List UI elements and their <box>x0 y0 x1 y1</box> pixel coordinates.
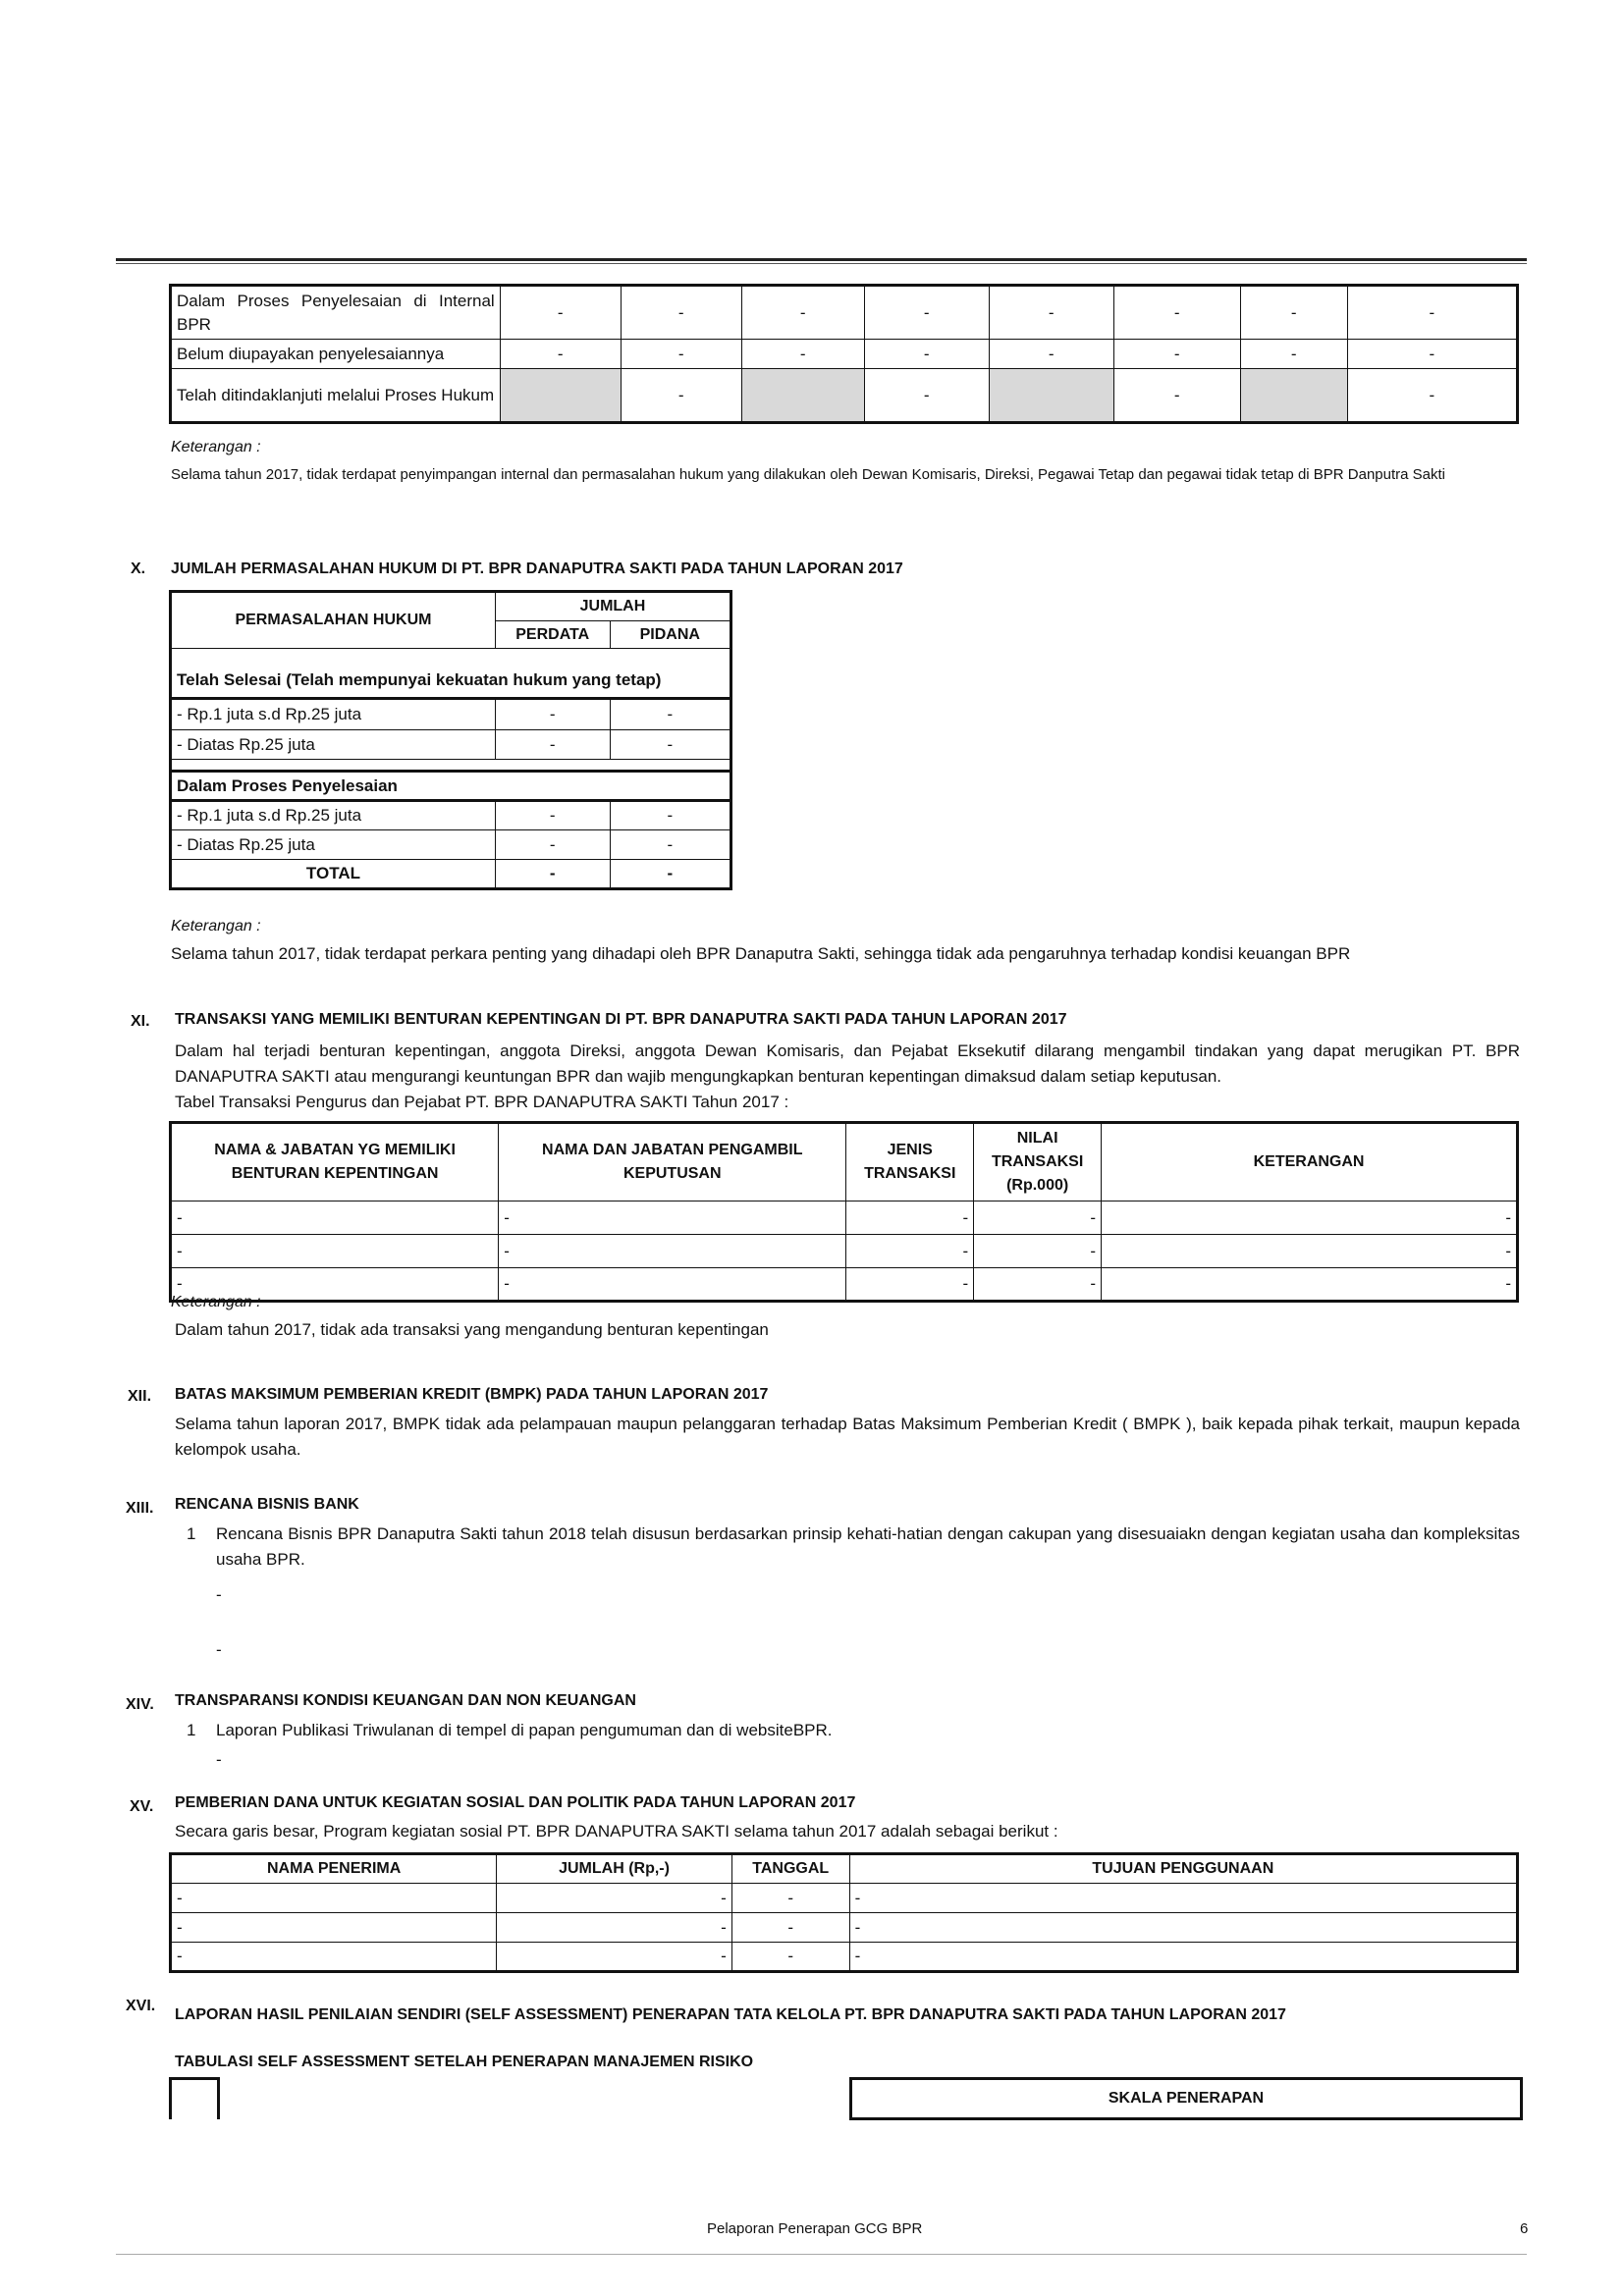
table-row <box>171 286 1518 340</box>
group-label: Dalam Proses Penyelesaian <box>171 772 731 801</box>
cell: - <box>864 286 989 340</box>
cell: - <box>1102 1235 1518 1268</box>
column-header: TUJUAN PENGGUNAAN <box>849 1854 1517 1884</box>
table-row <box>171 340 1518 369</box>
cell: - <box>974 1268 1102 1302</box>
cell: - <box>610 860 730 889</box>
section-title: LAPORAN HASIL PENILAIAN SENDIRI (SELF ASSESSMENT) PENERAPAN TATA KELOLA PT. BPR DANAPUTRA SAKTI PADA TAHUN LAPORAN 2017 <box>175 2006 1286 2023</box>
cell: - <box>974 1235 1102 1268</box>
table-row <box>171 369 1518 423</box>
scale-header-cell <box>849 2077 1523 2120</box>
cell: - <box>849 1943 1517 1972</box>
shaded-cell <box>741 369 864 423</box>
cell: - <box>1113 286 1240 340</box>
conflict-transactions-table <box>169 1121 1519 1303</box>
dash-placeholder: - <box>216 1585 222 1604</box>
cell: - <box>846 1235 974 1268</box>
section-paragraph: Selama tahun laporan 2017, BMPK tidak ada pelampauan maupun pelanggaran terhadap Batas Maksimum Pemberian Kredit ( BMPK ), baik kepada pihak terkait, maupun kepada kelompok usaha. <box>175 1415 1520 1459</box>
spacer-cell <box>171 760 731 772</box>
cell: - <box>497 1943 732 1972</box>
section-title: TRANSPARANSI KONDISI KEUANGAN DAN NON KEUANGAN <box>175 1692 636 1709</box>
footer-rule <box>116 2254 1527 2255</box>
column-header: JENIS TRANSAKSI <box>846 1123 974 1201</box>
dash-placeholder: - <box>216 1750 222 1769</box>
column-header: NAMA & JABATAN YG MEMILIKI BENTURAN KEPENTINGAN <box>171 1123 499 1201</box>
section-number: XIV. <box>126 1696 154 1713</box>
cell: - <box>499 1235 846 1268</box>
cell: - <box>171 1268 499 1302</box>
shaded-cell <box>500 369 621 423</box>
cell: - <box>1102 1268 1518 1302</box>
section-paragraph: Dalam hal terjadi benturan kepentingan, anggota Direksi, anggota Dewan Komisaris, dan Pejabat Eksekutif dilarang mengambil tindakan yang dapat merugikan PT. BPR DANAPUTRA SAKTI atau mengurangi keuntungan BPR dan wajib mengungkapkan benturan kepentingan dimaksud dalam setiap keputusan. <box>175 1041 1520 1086</box>
section-title: BATAS MAKSIMUM PEMBERIAN KREDIT (BMPK) PADA TAHUN LAPORAN 2017 <box>175 1386 769 1403</box>
cell: - <box>171 1884 497 1913</box>
note-text: Selama tahun 2017, tidak terdapat penyimpangan internal dan permasalahan hukum yang dilakukan oleh Dewan Komisaris, Direksi, Pegawai Tetap dan pegawai tidak tetap di BPR Danputra Sakti <box>171 466 1446 483</box>
column-header: JUMLAH <box>495 592 730 621</box>
cell: - <box>621 340 741 369</box>
cell: - <box>497 1913 732 1943</box>
cell: - <box>495 860 610 889</box>
legal-issues-table <box>169 590 732 890</box>
column-header: NILAI TRANSAKSI (Rp.000) <box>974 1123 1102 1201</box>
column-header: PERMASALAHAN HUKUM <box>171 592 496 649</box>
note-label: Keterangan : <box>171 439 261 455</box>
list-item-text: Laporan Publikasi Triwulanan di tempel di papan pengumuman dan di websiteBPR. <box>216 1721 833 1739</box>
cell: - <box>497 1884 732 1913</box>
cell: - <box>849 1884 1517 1913</box>
total-label: TOTAL <box>171 860 496 889</box>
cell: - <box>500 340 621 369</box>
note-label: Keterangan : <box>171 1294 261 1310</box>
list-item-text: Rencana Bisnis BPR Danaputra Sakti tahun 2018 telah disusun berdasarkan prinsip kehati-hatian dengan cakupan yang disesuaiakn dengan kegiatan usaha dan kompleksitas usaha BPR. <box>216 1524 1520 1569</box>
page-number: 6 <box>1520 2220 1529 2237</box>
dash-placeholder: - <box>216 1640 222 1659</box>
cell: - <box>1347 286 1517 340</box>
spacer-cell <box>171 649 731 664</box>
section-number: XII. <box>128 1388 152 1405</box>
row-label: Dalam Proses Penyelesaian di Internal BPR <box>171 286 501 340</box>
table-caption: Tabel Transaksi Pengurus dan Pejabat PT. BPR DANAPUTRA SAKTI Tahun 2017 : <box>175 1093 789 1111</box>
cell: - <box>610 830 730 860</box>
cell: - <box>989 340 1113 369</box>
cell: - <box>1240 286 1347 340</box>
row-label: - Diatas Rp.25 juta <box>171 830 496 860</box>
footer-title: Pelaporan Penerapan GCG BPR <box>707 2220 923 2237</box>
row-label: - Rp.1 juta s.d Rp.25 juta <box>171 801 496 830</box>
column-header: NAMA DAN JABATAN PENGAMBIL KEPUTUSAN <box>499 1123 846 1201</box>
cell: - <box>171 1235 499 1268</box>
scale-header: SKALA PENERAPAN <box>1108 2090 1265 2107</box>
section-number: X. <box>131 561 146 577</box>
note-label: Keterangan : <box>171 918 261 934</box>
cell: - <box>610 801 730 830</box>
social-funding-table <box>169 1852 1519 1973</box>
section-subtitle: TABULASI SELF ASSESSMENT SETELAH PENERAPAN MANAJEMEN RISIKO <box>175 2054 754 2070</box>
cell: - <box>864 340 989 369</box>
cell: - <box>731 1884 849 1913</box>
cell: - <box>1113 369 1240 423</box>
section-title: TRANSAKSI YANG MEMILIKI BENTURAN KEPENTINGAN DI PT. BPR DANAPUTRA SAKTI PADA TAHUN LAPORAN 2017 <box>175 1011 1067 1028</box>
section-title: RENCANA BISNIS BANK <box>175 1496 359 1513</box>
cell: - <box>1102 1201 1518 1235</box>
section-number: XI. <box>131 1013 150 1030</box>
cell: - <box>731 1913 849 1943</box>
list-number: 1 <box>187 1524 196 1543</box>
cell: - <box>741 286 864 340</box>
table-row <box>171 830 731 860</box>
cell: - <box>846 1201 974 1235</box>
table-row <box>171 699 731 730</box>
note-text: Dalam tahun 2017, tidak ada transaksi yang mengandung benturan kepentingan <box>175 1320 769 1339</box>
top-rule <box>116 258 1527 264</box>
table-row <box>171 1943 1518 1972</box>
table-row <box>171 801 731 830</box>
section-paragraph: Secara garis besar, Program kegiatan sosial PT. BPR DANAPUTRA SAKTI selama tahun 2017 adalah sebagai berikut : <box>175 1822 1058 1841</box>
cell: - <box>731 1943 849 1972</box>
cell: - <box>1113 340 1240 369</box>
column-header: PERDATA <box>495 621 610 649</box>
cell: - <box>864 369 989 423</box>
cell: - <box>621 286 741 340</box>
cell: - <box>846 1268 974 1302</box>
table-row <box>171 1913 1518 1943</box>
cell: - <box>171 1913 497 1943</box>
row-label: Telah ditindaklanjuti melalui Proses Hukum <box>171 369 501 423</box>
section-number: XIII. <box>126 1500 154 1517</box>
table-row <box>171 1268 1518 1302</box>
cell: - <box>495 801 610 830</box>
table-row <box>171 1235 1518 1268</box>
cell: - <box>500 286 621 340</box>
cell: - <box>1347 369 1517 423</box>
cell: - <box>989 286 1113 340</box>
cell: - <box>741 340 864 369</box>
section-number: XV. <box>130 1798 154 1815</box>
table-row <box>171 730 731 760</box>
row-label: Belum diupayakan penyelesaiannya <box>171 340 501 369</box>
empty-header-cell <box>169 2077 220 2119</box>
column-header: JUMLAH (Rp,-) <box>497 1854 732 1884</box>
cell: - <box>974 1201 1102 1235</box>
cell: - <box>610 730 730 760</box>
group-label: Telah Selesai (Telah mempunyai kekuatan hukum yang tetap) <box>171 664 731 699</box>
row-label: - Rp.1 juta s.d Rp.25 juta <box>171 699 496 730</box>
cell: - <box>495 830 610 860</box>
list-number: 1 <box>187 1721 196 1739</box>
cell: - <box>610 699 730 730</box>
column-header: PIDANA <box>610 621 730 649</box>
shaded-cell <box>1240 369 1347 423</box>
table-row <box>171 1201 1518 1235</box>
cell: - <box>495 730 610 760</box>
cell: - <box>1240 340 1347 369</box>
total-row <box>171 860 731 889</box>
cell: - <box>1347 340 1517 369</box>
section-title: PEMBERIAN DANA UNTUK KEGIATAN SOSIAL DAN POLITIK PADA TAHUN LAPORAN 2017 <box>175 1794 856 1811</box>
section-title: JUMLAH PERMASALAHAN HUKUM DI PT. BPR DANAPUTRA SAKTI PADA TAHUN LAPORAN 2017 <box>171 561 903 577</box>
column-header: KETERANGAN <box>1102 1123 1518 1201</box>
internal-issues-table <box>169 284 1519 424</box>
cell: - <box>495 699 610 730</box>
shaded-cell <box>989 369 1113 423</box>
row-label: - Diatas Rp.25 juta <box>171 730 496 760</box>
table-row <box>171 1884 1518 1913</box>
cell: - <box>499 1201 846 1235</box>
section-number: XVI. <box>126 1998 156 2014</box>
column-header: NAMA PENERIMA <box>171 1854 497 1884</box>
cell: - <box>621 369 741 423</box>
note-text: Selama tahun 2017, tidak terdapat perkara penting yang dihadapi oleh BPR Danaputra Sakti, sehingga tidak ada pengaruhnya terhadap kondisi keuangan BPR <box>171 944 1351 963</box>
cell: - <box>849 1913 1517 1943</box>
cell: - <box>171 1943 497 1972</box>
cell: - <box>171 1201 499 1235</box>
cell: - <box>499 1268 846 1302</box>
column-header: TANGGAL <box>731 1854 849 1884</box>
